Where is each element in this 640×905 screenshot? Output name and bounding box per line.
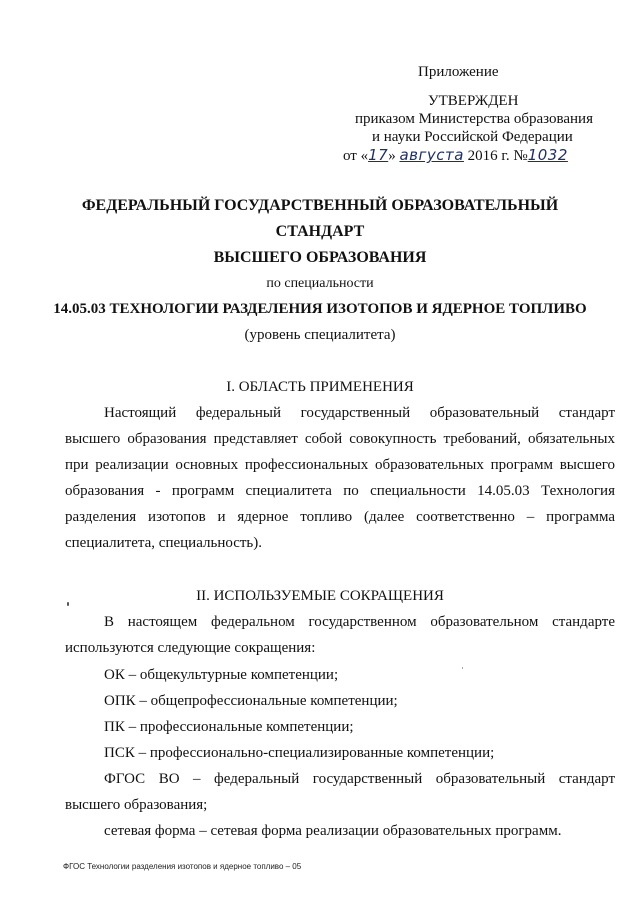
abbreviation-fgos-line-1: ФГОС ВО – федеральный государственный образовательный стандарт — [104, 771, 615, 787]
abbreviation-fgos-line-2: высшего образования; — [65, 797, 208, 813]
specialty-level: (уровень специалитета) — [244, 327, 396, 343]
order-date-line — [343, 146, 568, 166]
abbreviation-pk: ПК – профессиональные компетенции; — [104, 719, 354, 735]
page-footer: ФГОС Технологии разделения изотопов и ядерное топливо – 05 — [63, 862, 302, 871]
date-prefix: от « — [343, 148, 369, 164]
section-1-heading: I. ОБЛАСТЬ ПРИМЕНЕНИЯ — [226, 379, 414, 395]
document-title — [40, 193, 600, 271]
section-1-line-1: Настоящий федеральный государственный образовательный стандарт — [104, 405, 615, 421]
specialty-code-name: 14.05.03 ТЕХНОЛОГИИ РАЗДЕЛЕНИЯ ИЗОТОПОВ И ЯДЕРНОЕ ТОПЛИВО — [53, 301, 587, 317]
section-1-line-2: высшего образования представляет собой совокупность требований, обязательных — [65, 431, 615, 447]
section-1-line-5: разделения изотопов и ядерное топливо (далее соответственно – программа — [65, 509, 615, 525]
section-1-line-3: при реализации основных профессиональных образовательных программ высшего — [65, 457, 615, 473]
order-number: 1032 — [527, 146, 568, 164]
section-2-intro-line-2: используются следующие сокращения: — [65, 640, 316, 656]
abbreviation-network-form: сетевая форма – сетевая форма реализации образовательных программ. — [104, 823, 562, 839]
section-2-heading: II. ИСПОЛЬЗУЕМЫЕ СОКРАЩЕНИЯ — [196, 588, 444, 604]
title-line-1: ФЕДЕРАЛЬНЫЙ ГОСУДАРСТВЕННЫЙ ОБРАЗОВАТЕЛЬНЫЙ СТАНДАРТ — [81, 197, 559, 240]
section-1-line-6: специалитета, специальность). — [65, 535, 263, 551]
scan-speck — [67, 602, 69, 606]
section-1-line-4: образования - программ специалитета по специальности 14.05.03 Технология — [65, 483, 615, 499]
order-line-1: приказом Министерства образования — [355, 111, 593, 127]
abbreviation-ok: ОК – общекультурные компетенции; — [104, 667, 339, 683]
scan-speck — [462, 667, 463, 669]
specialty-intro: по специальности — [266, 276, 374, 291]
date-month: августа — [399, 146, 464, 164]
date-mid: » — [388, 148, 396, 164]
date-year: 2016 г. № — [467, 148, 528, 164]
section-2-intro-line-1: В настоящем федеральном государственном образовательном стандарте — [104, 614, 615, 630]
abbreviation-psk: ПСК – профессионально-специализированные компетенции; — [104, 745, 495, 761]
title-line-2: ВЫСШЕГО ОБРАЗОВАНИЯ — [213, 249, 427, 266]
approved-label: УТВЕРЖДЕН — [428, 93, 519, 109]
abbreviation-opk: ОПК – общепрофессиональные компетенции; — [104, 693, 398, 709]
appendix-label: Приложение — [418, 64, 499, 80]
order-line-2: и науки Российской Федерации — [372, 129, 573, 145]
date-day: 17 — [368, 146, 389, 164]
